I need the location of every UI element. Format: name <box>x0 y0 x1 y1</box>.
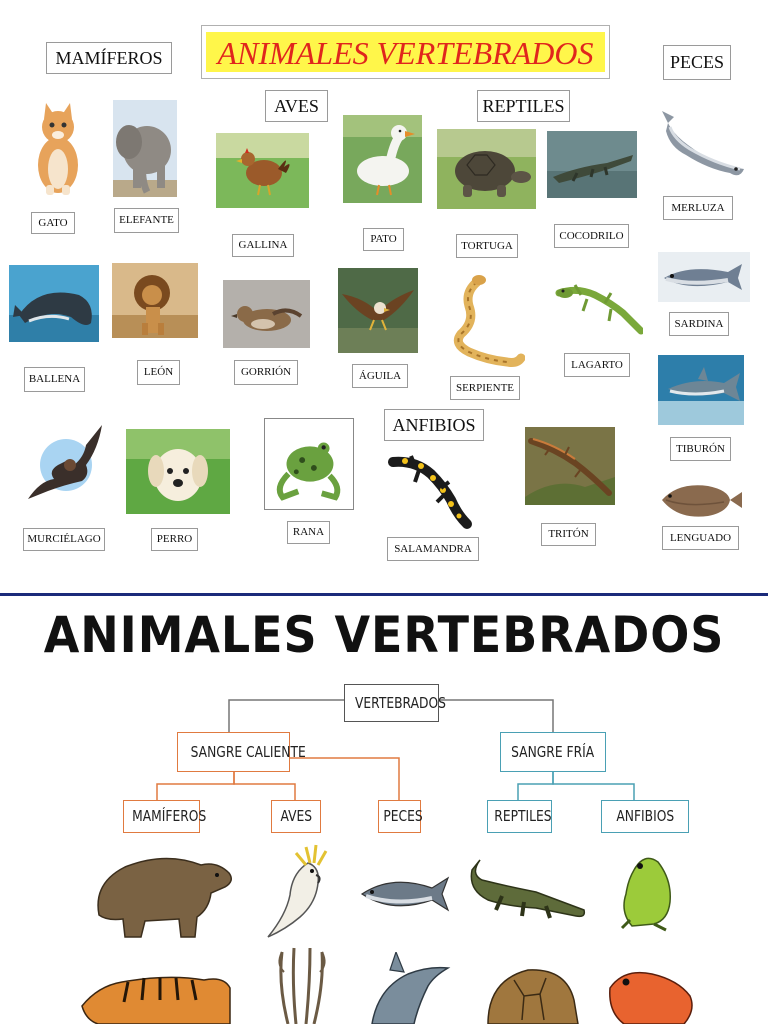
label-tiburon: TIBURÓN <box>670 437 731 461</box>
red-frog-illustration <box>604 962 700 1024</box>
node-aves: AVES <box>271 800 321 833</box>
lion-image <box>112 263 198 338</box>
cat-image <box>30 97 86 197</box>
tortoise-image <box>437 129 536 209</box>
sheet-title: ANIMALES VERTEBRADOS <box>201 25 610 79</box>
cockatoo-illustration <box>260 843 332 940</box>
dog-image <box>126 429 230 514</box>
tiger-illustration <box>78 966 232 1024</box>
label-perro: PERRO <box>151 528 198 551</box>
shark-illustration <box>368 952 454 1024</box>
label-pato: PATO <box>363 228 404 251</box>
label-lenguado: LENGUADO <box>662 526 739 550</box>
elephant-image <box>113 100 177 197</box>
green-frog-illustration <box>614 850 682 932</box>
salamander-image <box>385 448 477 538</box>
label-salamandra: SALAMANDRA <box>387 537 479 561</box>
label-triton: TRITÓN <box>541 523 596 546</box>
category-anfibios: ANFIBIOS <box>384 409 484 441</box>
label-cocodrilo: COCODRILO <box>554 224 629 248</box>
tuna-illustration <box>352 870 452 918</box>
label-ballena: BALLENA <box>24 367 85 392</box>
sardine-image <box>658 252 750 302</box>
hen-image <box>216 133 309 208</box>
hake-image <box>660 107 750 183</box>
category-peces: PECES <box>663 45 731 80</box>
sole-image <box>658 478 744 523</box>
bat-image <box>24 421 106 506</box>
node-anfibios: ANFIBIOS <box>601 800 689 833</box>
newt-image <box>525 427 615 505</box>
node-sangre-fria: SANGRE FRÍA <box>500 732 606 772</box>
label-merluza: MERLUZA <box>663 196 733 220</box>
label-tortuga: TORTUGA <box>456 234 518 258</box>
node-vertebrados: VERTEBRADOS <box>344 684 439 722</box>
label-murcielago: MURCIÉLAGO <box>23 528 105 551</box>
node-peces: PECES <box>378 800 421 833</box>
sparrow-image <box>223 280 310 348</box>
category-reptiles: REPTILES <box>477 90 570 122</box>
label-aguila: ÁGUILA <box>352 364 408 388</box>
node-sangre-caliente: SANGRE CALIENTE <box>177 732 290 772</box>
crocodile-image <box>547 131 637 198</box>
lizard-image <box>553 273 643 335</box>
snake-image <box>447 272 525 370</box>
concept-map-title: ANIMALES VERTEBRADOS <box>43 606 725 664</box>
eagle-image <box>338 268 418 353</box>
tortoise-illustration <box>478 960 586 1024</box>
label-gato: GATO <box>31 212 75 234</box>
frog-image <box>264 418 354 510</box>
label-rana: RANA <box>287 521 330 544</box>
bear-illustration <box>85 843 237 940</box>
whale-image <box>9 265 99 342</box>
label-elefante: ELEFANTE <box>114 208 179 233</box>
lyrebird-illustration <box>268 944 334 1024</box>
crocodile-illustration <box>466 850 590 930</box>
label-leon: LEÓN <box>137 360 180 385</box>
label-sardina: SARDINA <box>669 312 729 336</box>
label-lagarto: LAGARTO <box>564 353 630 377</box>
label-gorrion: GORRIÓN <box>234 360 298 385</box>
category-mamiferos: MAMÍFEROS <box>46 42 172 74</box>
label-serpiente: SERPIENTE <box>450 376 520 400</box>
shark-image <box>658 355 744 425</box>
label-gallina: GALLINA <box>232 234 294 257</box>
node-reptiles: REPTILES <box>487 800 552 833</box>
node-mamiferos: MAMÍFEROS <box>123 800 200 833</box>
duck-image <box>343 115 422 203</box>
category-aves: AVES <box>265 90 328 122</box>
